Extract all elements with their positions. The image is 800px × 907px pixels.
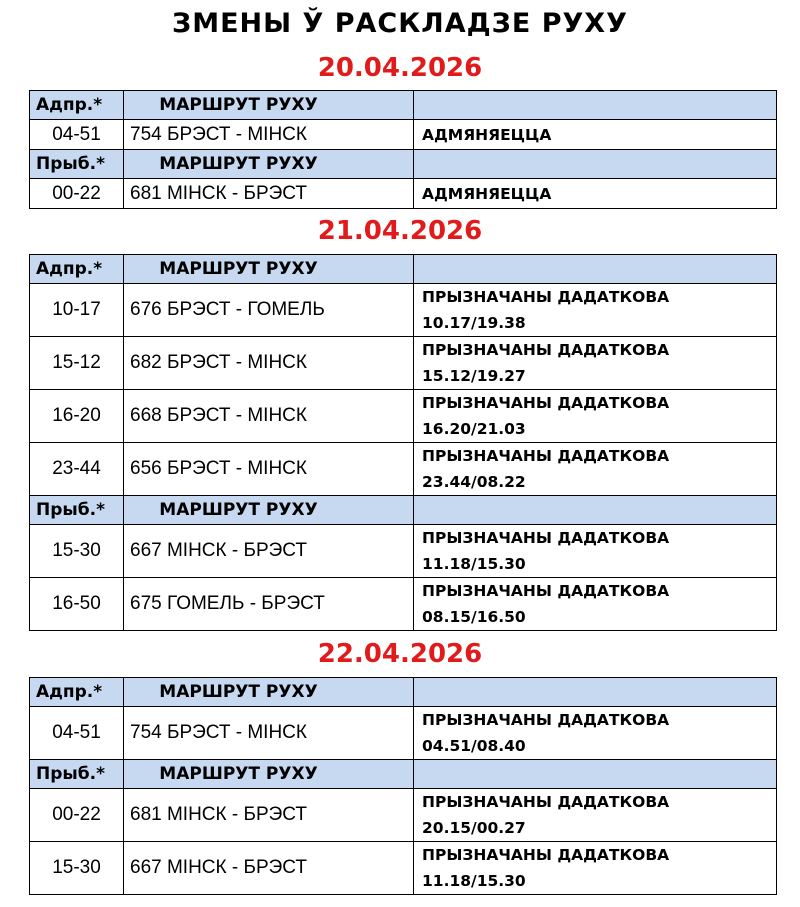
status-text: ПРЫЗНАЧАНЫ ДАДАТКОВА: [422, 529, 670, 547]
status-cell: [414, 443, 777, 496]
route-header: МАРШРУТ РУХУ: [124, 496, 414, 525]
status-cell: [414, 390, 777, 443]
schedule-table: [29, 254, 777, 631]
status-times: 11.18/15.30: [422, 872, 526, 890]
time-cell: 15-12: [30, 337, 124, 390]
departures-header-row: [30, 678, 777, 707]
route-cell: 681 МІНСК - БРЭСТ: [124, 789, 414, 842]
schedule-table: [29, 677, 777, 895]
arrivals-label: Прыб.*: [30, 496, 124, 525]
table-row: [30, 443, 777, 496]
status-header: [414, 255, 777, 284]
status-header: [414, 496, 777, 525]
arrivals-header-row: [30, 760, 777, 789]
status-text: ПРЫЗНАЧАНЫ ДАДАТКОВА: [422, 341, 670, 359]
status-times: 23.44/08.22: [422, 473, 526, 491]
status-text: АДМЯНЯЕЦЦА: [422, 125, 552, 144]
arrivals-label: Прыб.*: [30, 760, 124, 789]
time-cell: 04-51: [30, 120, 124, 150]
arrivals-label: Прыб.*: [30, 150, 124, 179]
status-text: ПРЫЗНАЧАНЫ ДАДАТКОВА: [422, 447, 670, 465]
status-header: [414, 678, 777, 707]
table-row: [30, 284, 777, 337]
route-cell: 667 МІНСК - БРЭСТ: [124, 525, 414, 578]
status-cell: [414, 284, 777, 337]
route-cell: 754 БРЭСТ - МІНСК: [124, 120, 414, 150]
time-cell: 15-30: [30, 842, 124, 895]
status-header: [414, 760, 777, 789]
status-times: 20.15/00.27: [422, 819, 526, 837]
schedule-table: [29, 90, 777, 209]
route-header: МАРШРУТ РУХУ: [124, 760, 414, 789]
departures-header-row: [30, 255, 777, 284]
status-text: ПРЫЗНАЧАНЫ ДАДАТКОВА: [422, 793, 670, 811]
time-cell: 00-22: [30, 179, 124, 209]
status-times: 16.20/21.03: [422, 420, 526, 438]
status-cell: [414, 525, 777, 578]
page-title: ЗМЕНЫ Ў РАСКЛАДЗЕ РУХУ: [172, 8, 628, 39]
route-cell: 676 БРЭСТ - ГОМЕЛЬ: [124, 284, 414, 337]
date-heading: 21.04.2026: [317, 216, 483, 246]
departures-label: Адпр.*: [30, 255, 124, 284]
route-header: МАРШРУТ РУХУ: [124, 678, 414, 707]
status-cell: [414, 337, 777, 390]
status-text: ПРЫЗНАЧАНЫ ДАДАТКОВА: [422, 288, 670, 306]
time-cell: 15-30: [30, 525, 124, 578]
departures-header-row: [30, 91, 777, 120]
status-times: 08.15/16.50: [422, 608, 526, 626]
status-times: 11.18/15.30: [422, 555, 526, 573]
status-text: АДМЯНЯЕЦЦА: [422, 184, 552, 203]
route-cell: 681 МІНСК - БРЭСТ: [124, 179, 414, 209]
status-times: 10.17/19.38: [422, 314, 526, 332]
status-cell: [414, 179, 777, 209]
table-row: [30, 120, 777, 150]
time-cell: 23-44: [30, 443, 124, 496]
table-row: [30, 337, 777, 390]
table-row: [30, 390, 777, 443]
route-cell: 656 БРЭСТ - МІНСК: [124, 443, 414, 496]
time-cell: 10-17: [30, 284, 124, 337]
status-cell: [414, 842, 777, 895]
table-row: [30, 578, 777, 631]
table-row: [30, 789, 777, 842]
status-times: 15.12/19.27: [422, 367, 526, 385]
status-cell: [414, 789, 777, 842]
status-text: ПРЫЗНАЧАНЫ ДАДАТКОВА: [422, 711, 670, 729]
table-row: [30, 842, 777, 895]
status-header: [414, 150, 777, 179]
route-header: МАРШРУТ РУХУ: [124, 150, 414, 179]
route-cell: 682 БРЭСТ - МІНСК: [124, 337, 414, 390]
table-row: [30, 179, 777, 209]
time-cell: 16-20: [30, 390, 124, 443]
departures-label: Адпр.*: [30, 678, 124, 707]
date-heading: 20.04.2026: [317, 53, 483, 83]
date-heading: 22.04.2026: [317, 639, 483, 669]
time-cell: 04-51: [30, 707, 124, 760]
time-cell: 00-22: [30, 789, 124, 842]
time-cell: 16-50: [30, 578, 124, 631]
status-text: ПРЫЗНАЧАНЫ ДАДАТКОВА: [422, 582, 670, 600]
status-cell: [414, 120, 777, 150]
status-times: 04.51/08.40: [422, 737, 526, 755]
status-cell: [414, 707, 777, 760]
arrivals-header-row: [30, 496, 777, 525]
status-text: ПРЫЗНАЧАНЫ ДАДАТКОВА: [422, 846, 670, 864]
table-row: [30, 525, 777, 578]
route-cell: 754 БРЭСТ - МІНСК: [124, 707, 414, 760]
route-cell: 668 БРЭСТ - МІНСК: [124, 390, 414, 443]
status-text: ПРЫЗНАЧАНЫ ДАДАТКОВА: [422, 394, 670, 412]
status-header: [414, 91, 777, 120]
route-cell: 675 ГОМЕЛЬ - БРЭСТ: [124, 578, 414, 631]
status-cell: [414, 578, 777, 631]
route-header: МАРШРУТ РУХУ: [124, 91, 414, 120]
departures-label: Адпр.*: [30, 91, 124, 120]
table-row: [30, 707, 777, 760]
arrivals-header-row: [30, 150, 777, 179]
route-cell: 667 МІНСК - БРЭСТ: [124, 842, 414, 895]
route-header: МАРШРУТ РУХУ: [124, 255, 414, 284]
